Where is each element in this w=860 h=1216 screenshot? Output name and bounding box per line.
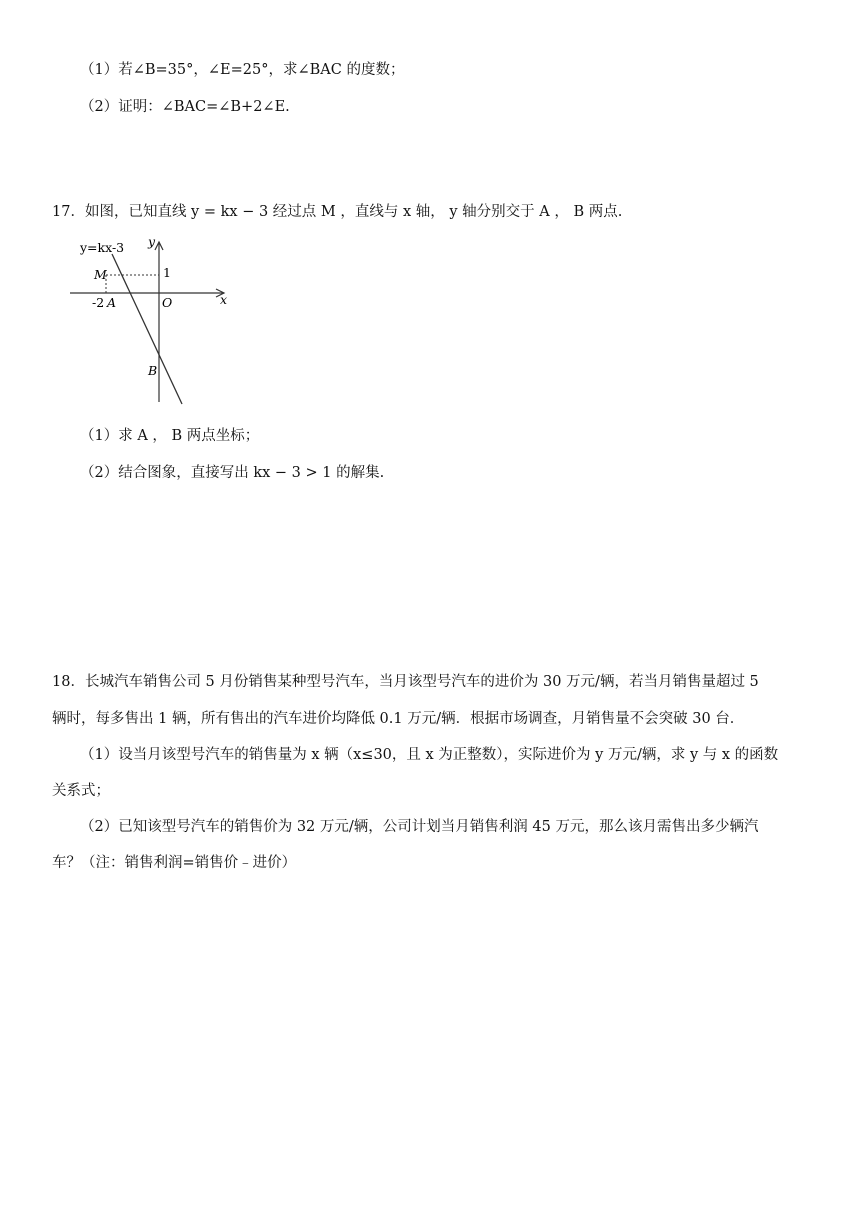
q18-line1: 18．长城汽车销售公司 5 月份销售某种型号汽车，当月该型号汽车的进价为 30 万元/辆，若当月销售量超过 5	[52, 674, 759, 690]
q18-part1-line1: （1）设当月该型号汽车的销售量为 x 辆（x≤30，且 x 为正整数），实际进价为 y 万元/辆，求 y 与 x 的函数	[80, 747, 779, 763]
q18-part2-line2: 车？（注：销售利润=销售价﹣进价）	[52, 855, 297, 871]
q16-part2: （2）证明：∠BAC=∠B+2∠E.	[80, 99, 290, 115]
tick-neg2-label: -2	[92, 295, 105, 310]
q17-stem: 17．如图，已知直线 y = kx − 3 经过点 M ，直线与 x 轴， y 轴分别交于 A ， B 两点.	[52, 204, 623, 220]
x-axis-label: x	[220, 292, 228, 307]
coordinate-graph	[62, 232, 242, 410]
point-b-label: B	[148, 363, 158, 378]
q17-part1: （1）求 A ， B 两点坐标；	[80, 428, 260, 444]
q18-line2: 辆时，每多售出 1 辆，所有售出的汽车进价均降低 0.1 万元/辆．根据市场调查，月销售量不会突破 30 台．	[52, 711, 745, 727]
q18-part1-line2: 关系式；	[52, 783, 110, 799]
q16-part1: （1）若∠B=35°，∠E=25°，求∠BAC 的度数；	[80, 62, 405, 78]
y-axis-label: y	[148, 234, 156, 249]
point-m-label: M	[94, 267, 107, 282]
origin-label: O	[162, 295, 173, 310]
equation-label: y=kx-3	[80, 240, 125, 255]
q17-part2: （2）结合图象，直接写出 kx − 3 > 1 的解集.	[80, 465, 385, 481]
tick-1-label: 1	[163, 265, 171, 280]
point-a-label: A	[107, 295, 117, 310]
q17-figure	[62, 232, 242, 410]
q18-part2-line1: （2）已知该型号汽车的销售价为 32 万元/辆，公司计划当月销售利润 45 万元，那么该月需售出多少辆汽	[80, 819, 759, 835]
line-y-kx-3	[112, 254, 182, 404]
